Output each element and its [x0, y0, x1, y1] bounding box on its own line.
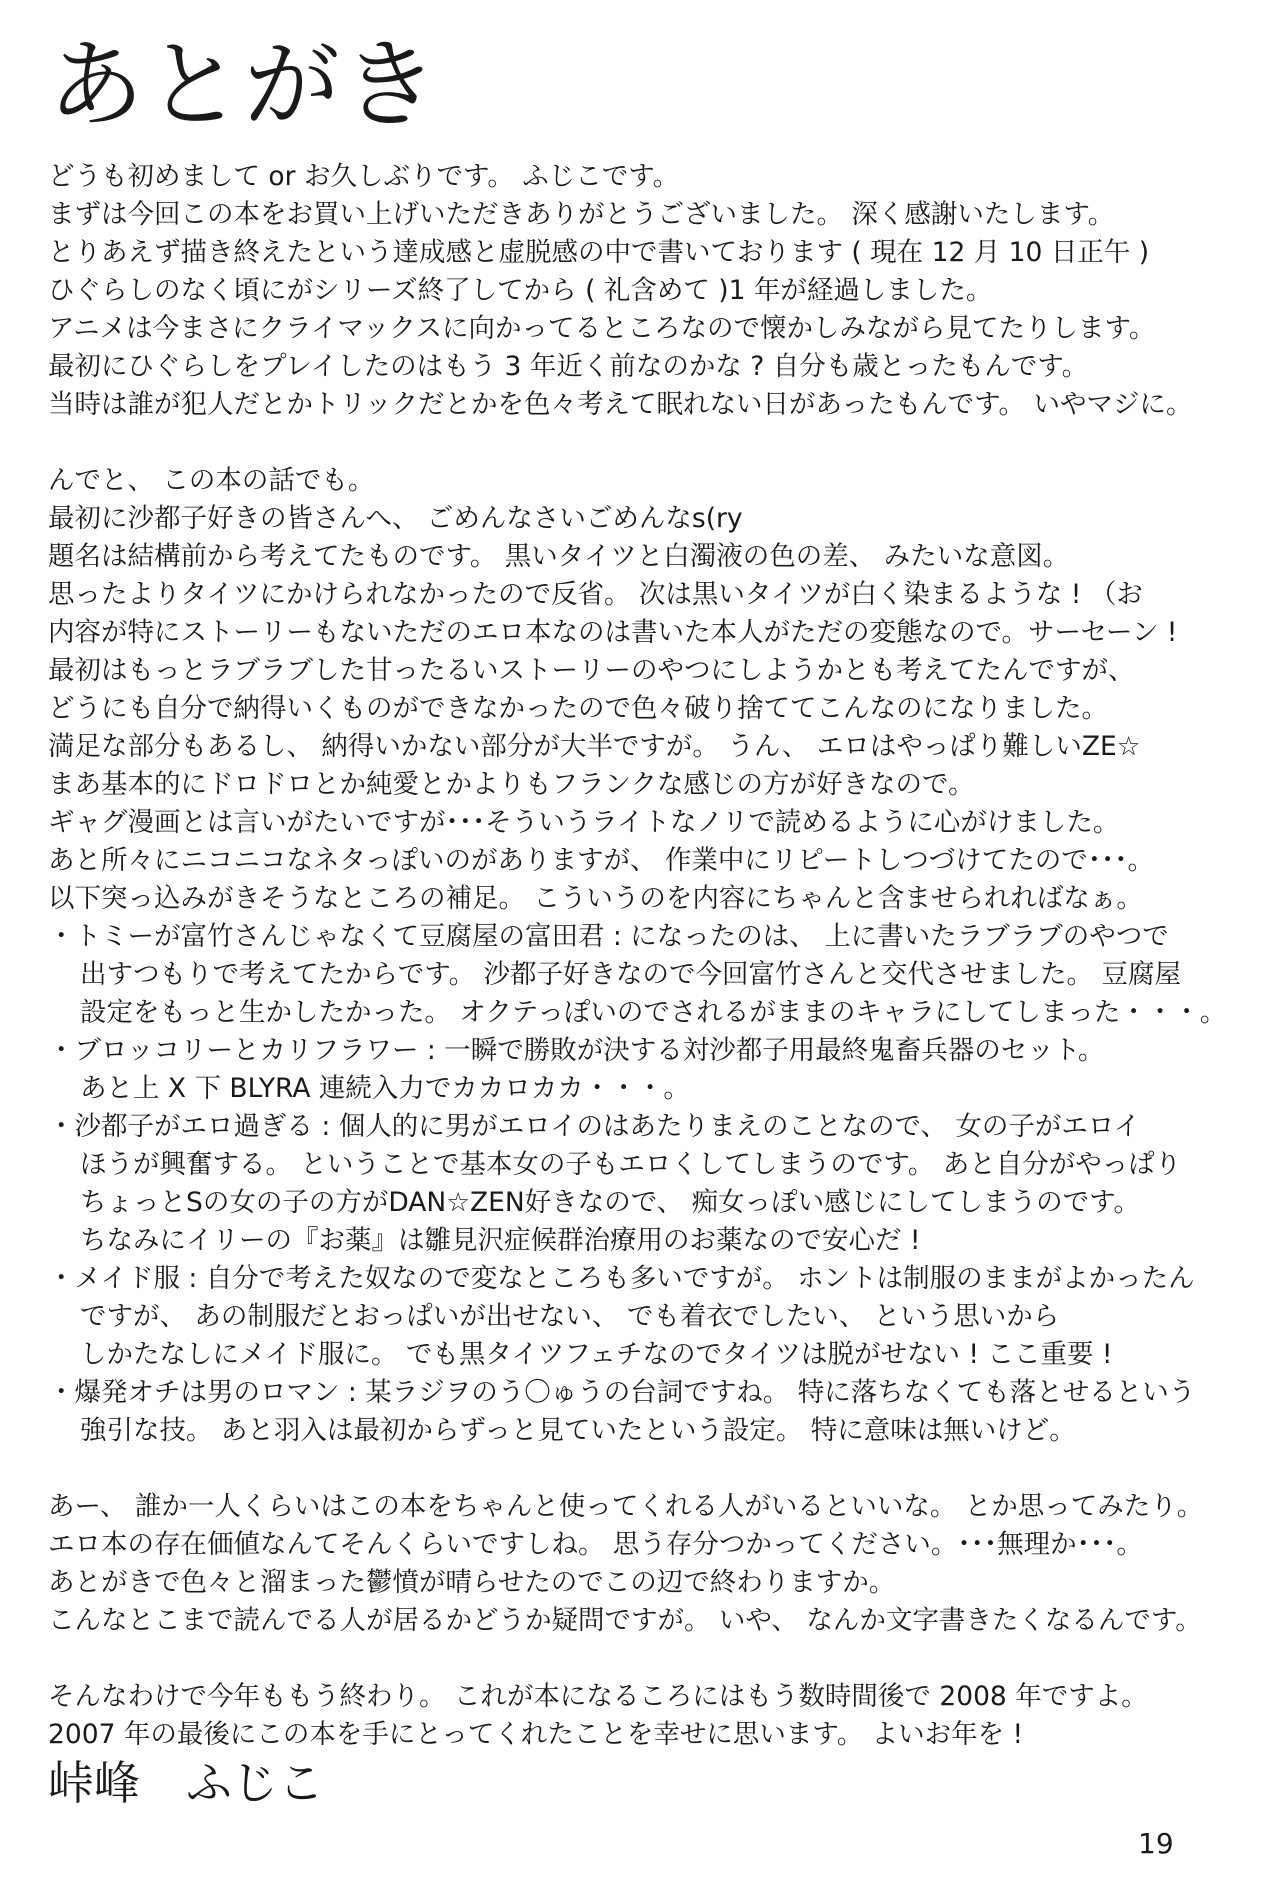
text-line: ・トミーが富竹さんじゃなくて豆腐屋の富田君 : になったのは、 上に書いたラブラブのやつで	[48, 921, 1169, 952]
text-line: あとがきで色々と溜まった鬱憤が晴らせたのでこの辺で終わりますか。	[48, 1567, 896, 1598]
note-item-maid	[48, 1260, 1276, 1374]
text-line: ちょっとSの女の子の方がDAN☆ZEN好きなので、 痴女っぽい感じにしてしまうのです。	[80, 1187, 1140, 1218]
text-line: 以下突っ込みがきそうなところの補足。 こういうのを内容にちゃんと含ませられればなぁ。	[48, 883, 1143, 914]
text-line: ・メイド服 : 自分で考えた奴なので変なところも多いですが。 ホントは制服のままがよかったん	[48, 1263, 1195, 1294]
book-paragraph	[48, 462, 1276, 918]
text-line: あと所々にニコニコなネタっぽいのがありますが、 作業中にリピートしつづけてたので･･･。	[48, 845, 1155, 876]
note-item-broccoli	[48, 1032, 1276, 1108]
text-line: ですが、 あの制服だとおっぱいが出せない、 でも着衣でしたい、 という思いから	[80, 1301, 1060, 1332]
text-line: どうにも自分で納得いくものができなかったので色々破り捨ててこんなのになりました。	[48, 693, 1108, 724]
text-line: そんなわけで今年ももう終わり。 これが本になるころにはもう数時間後で 2008 年ですよ。	[48, 1681, 1148, 1712]
text-line: どうも初めまして or お久しぶりです。 ふじこです。	[48, 161, 680, 192]
text-line: 満足な部分もあるし、 納得いかない部分が大半ですが。 うん、 エロはやっぱり難しいZE☆	[48, 731, 1141, 762]
text-line: 最初に沙都子好きの皆さんへ、 ごめんなさいごめんなs(ry	[48, 503, 743, 534]
text-line: あー、 誰か一人くらいはこの本をちゃんと使ってくれる人がいるといいな。 とか思ってみたり。	[48, 1491, 1204, 1522]
text-line: 最初はもっとラブラブした甘ったるいストーリーのやつにしようかとも考えてたんですが、	[48, 655, 1135, 686]
text-line: 設定をもっと生かしたかった。 オクテっぽいのでされるがままのキャラにしてしまった・・・。	[80, 997, 1227, 1028]
farewell-paragraph	[48, 1678, 1276, 1754]
closing-paragraph	[48, 1488, 1276, 1640]
text-line: 強引な技。 あと羽入は最初からずっと見ていたという設定。 特に意味は無いけど。	[80, 1415, 1076, 1446]
text-line: 当時は誰が犯人だとかトリックだとかを色々考えて眠れない日があったもんです。 いやマジに。	[48, 389, 1193, 420]
text-line: 題名は結構前から考えてたものです。 黒いタイツと白濁液の色の差、 みたいな意図。	[48, 541, 1070, 572]
text-line: ・沙都子がエロ過ぎる : 個人的に男がエロイのはあたりまえのことなので、 女の子がエロイ	[48, 1111, 1141, 1142]
text-line: ・爆発オチは男のロマン : 某ラジヲのう〇ゅうの台詞ですね。 特に落ちなくても落とせるという	[48, 1377, 1196, 1408]
text-line: 思ったよりタイツにかけられなかったので反省。 次は黒いタイツが白く染まるような ! （お	[48, 579, 1143, 610]
note-item-explosion	[48, 1374, 1276, 1450]
text-line: アニメは今まさにクライマックスに向かってるところなので懐かしみながら見てたりします。	[48, 313, 1156, 344]
text-line: まずは今回この本をお買い上げいただきありがとうございました。 深く感謝いたします。	[48, 199, 1115, 230]
text-line: しかたなしにメイド服に。 でも黒タイツフェチなのでタイツは脱がせない ! ここ重要 !	[80, 1339, 1113, 1370]
note-item-satoko	[48, 1108, 1276, 1260]
paragraph-spacer	[48, 1450, 1276, 1488]
text-line: とりあえず描き終えたという達成感と虚脱感の中で書いております ( 現在 12 月 10 日正午 )	[48, 237, 1150, 268]
intro-paragraph	[48, 158, 1276, 424]
afterword-body	[48, 158, 1276, 1754]
paragraph-spacer	[48, 1640, 1276, 1678]
text-line: 最初にひぐらしをプレイしたのはもう 3 年近く前なのかな ? 自分も歳とったもんです。	[48, 351, 1089, 382]
author-signature: 峠峰 ふじこ	[48, 1756, 324, 1810]
text-line: 内容が特にストーリーもないただのエロ本なのは書いた本人がただの変態なので。サーセーン !	[48, 617, 1178, 648]
text-line: まあ基本的にドロドロとか純愛とかよりもフランクな感じの方が好きなので。	[48, 769, 975, 800]
text-line: こんなとこまで読んでる人が居るかどうか疑問ですが。 いや、 なんか文字書きたくなるんです。	[48, 1605, 1202, 1636]
text-line: ひぐらしのなく頃にがシリーズ終了してから ( 礼含めて )1 年が経過しました。	[48, 275, 993, 306]
page-number: 19	[1138, 1827, 1174, 1860]
text-line: エロ本の存在価値なんてそんくらいですしね。 思う存分つかってください。･･･無理か･･･。	[48, 1529, 1143, 1560]
paragraph-spacer	[48, 424, 1276, 462]
text-line: ・ブロッコリーとカリフラワー : 一瞬で勝敗が決する対沙都子用最終鬼畜兵器のセット。	[48, 1035, 1105, 1066]
page-title: あとがき	[48, 29, 440, 141]
text-line: ちなみにイリーの『お薬』は雛見沢症候群治療用のお薬なので安心だ !	[80, 1225, 921, 1256]
note-item-tommy	[48, 918, 1276, 1032]
text-line: ギャグ漫画とは言いがたいですが･･･そういうライトなノリで読めるように心がけました。	[48, 807, 1120, 838]
text-line: あと上 X 下 BLYRA 連続入力でカカロカカ・・・。	[80, 1073, 690, 1104]
text-line: 2007 年の最後にこの本を手にとってくれたことを幸せに思います。 よいお年を !	[48, 1719, 1024, 1750]
text-line: ほうが興奮する。 ということで基本女の子もエロくしてしまうのです。 あと自分がやっぱり	[80, 1149, 1182, 1180]
text-line: んでと、 この本の話でも。	[48, 465, 375, 496]
text-line: 出すつもりで考えてたからです。 沙都子好きなので今回富竹さんと交代させました。 豆腐屋	[80, 959, 1181, 990]
